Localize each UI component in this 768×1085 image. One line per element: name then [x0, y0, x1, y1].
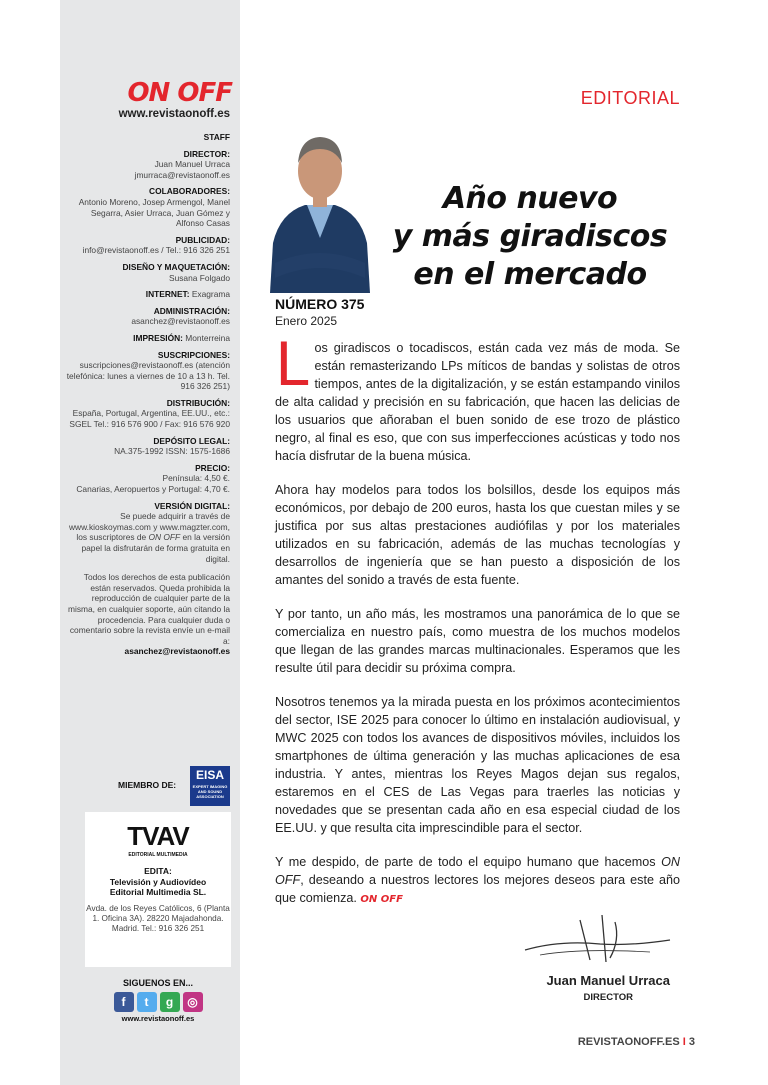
headline-line-1: Año nuevo: [442, 181, 618, 216]
social-icons: [85, 992, 231, 1012]
collaborators-heading: COLABORADORES:: [149, 186, 230, 197]
publisher-heading: EDITA:: [144, 866, 172, 876]
legal-deposit-value: NA.375-1992 ISSN: 1575-1686: [114, 446, 230, 457]
digital-version-heading: VERSIÓN DIGITAL:: [154, 500, 230, 511]
subscriptions-heading: SUSCRIPCIONES:: [157, 349, 230, 360]
eisa-logo: [190, 766, 230, 806]
instagram-icon[interactable]: ◎: [183, 992, 203, 1012]
administration-email[interactable]: asanchez@revistaonoff.es: [131, 316, 230, 327]
eisa-logo-text: EISA: [195, 768, 224, 782]
price-peninsula: Península: 4,50 €.: [162, 473, 230, 484]
onoff-logo: ON OFF: [127, 78, 232, 108]
website-url[interactable]: www.revistaonoff.es: [118, 108, 230, 120]
follow-label: SIGUENOS EN...: [122, 978, 193, 988]
digital-version-text-2: en la versión papel la disfrutarán de forma gratuita en digital.: [81, 532, 230, 564]
paragraph-1: [275, 330, 680, 465]
director-heading: DIRECTOR:: [183, 148, 230, 159]
editorial-headline: [380, 180, 680, 294]
price-heading: PRECIO:: [195, 462, 230, 473]
advertising-heading: PUBLICIDAD:: [175, 234, 230, 245]
internet-heading: INTERNET:: [145, 289, 190, 300]
issue-date: Enero 2025: [275, 314, 338, 328]
headline-line-2: y más giradiscos: [392, 219, 668, 254]
staff-credits: [66, 132, 230, 657]
follow-url[interactable]: www.revistaonoff.es: [121, 1014, 195, 1023]
paragraph-4: Nosotros tenemos ya la mirada puesta en los próximos acontecimientos del sector, ISE 2025 para conocer lo último en instalación audiovisual, y MWC 2025 con todos los avances de dispositivos móviles, incluidos los smartphones de última generación y las muchas aplicaciones de esa industria. Y antes, mientras los Reyes Magos dejan sus regalos, estaremos en el CES de Las Vegas para traerles las noticias y novedades que se presentan cada año en esa especial ciudad de los EE.UU. y que resulta cita imprescindible para el sector.: [275, 695, 680, 835]
legal-deposit-heading: DEPÓSITO LEGAL:: [153, 435, 230, 446]
printing-value: Monterreina: [185, 332, 230, 343]
member-label: MIEMBRO DE:: [118, 780, 177, 790]
publisher-name: [85, 866, 231, 898]
advertising-contact: info@revistaonoff.es / Tel.: 916 326 251: [82, 245, 230, 256]
tvav-logo: TVAV: [127, 821, 189, 851]
administration-heading: ADMINISTRACIÓN:: [153, 305, 230, 316]
page-footer: [560, 1036, 695, 1048]
publisher-address: Avda. de los Reyes Católicos, 6 (Planta 1. Oficina 3A). 28220 Majadahonda. Madrid. Tel.: 916 326 251: [86, 903, 230, 934]
publisher-line-1: Televisión y Audiovídeo: [109, 876, 207, 887]
member-of: [60, 766, 230, 806]
staff-heading: STAFF: [203, 132, 230, 142]
headline-line-3: en el mercado: [413, 257, 647, 292]
digital-version-text-1: Se puede adquirir a través de www.kioskoymas.com y www.magzter.com, los suscriptores de: [68, 511, 230, 543]
director-name: Juan Manuel Urraca: [154, 159, 230, 170]
twitter-icon[interactable]: t: [137, 992, 157, 1012]
distribution-info: España, Portugal, Argentina, EE.UU., etc.: SGEL Tel.: 916 576 900 / Fax: 916 576 920: [69, 408, 230, 430]
paragraph-5-text-a: Y me despido, de parte de todo el equipo humano que hacemos: [275, 855, 656, 869]
subscriptions-info: suscripciones@revistaonoff.es (atención telefónica: lunes a viernes de 10 a 13 h. Tel. 916 326 251): [66, 360, 230, 392]
publisher-box: [85, 812, 231, 967]
signature-name: Juan Manuel Urraca: [546, 973, 670, 988]
printing-heading: IMPRESIÓN:: [133, 332, 183, 343]
tvav-logo-subtitle: EDITORIAL MULTIMEDIA: [128, 852, 188, 858]
paragraph-1-text: os giradiscos o tocadiscos, están cada vez más de moda. Se están remasterizando LPs míticos de bandas y solistas de otros tiempos, antes de la digitalización, y se están estampando vinilos de alta calidad y precisión en su fabricación, que hacen las delicias de los usuarios que añoraban el buen sonido de ese trozo de plástico negro, al final es eso, que con sus imperfecciones acústicas y todo nos hacía disfrutar de la buena música.: [275, 341, 680, 463]
collaborators-list: Antonio Moreno, Josep Armengol, Manel Segarra, Asier Urraca, Juan Gómez y Alfonso Casas: [78, 196, 230, 229]
paragraph-3: Y por tanto, un año más, les mostramos una panorámica de lo que se comercializa en nuestro país, como muestra de los muchos modelos que llegan de las grandes marcas multinacionales. Esperamos que les resulte útil para decidir su próxima compra.: [275, 607, 680, 675]
issue-number: NÚMERO 375: [275, 296, 365, 312]
contact-email[interactable]: asanchez@revistaonoff.es: [124, 646, 230, 657]
signature: [520, 910, 680, 970]
director-email[interactable]: jmurraca@revistaonoff.es: [134, 169, 230, 180]
drop-cap: L: [275, 330, 309, 400]
director-portrait: [265, 113, 375, 293]
design-name: Susana Folgado: [169, 272, 230, 283]
eisa-logo-subtext: EXPERT IMAGING AND SOUND ASSOCIATION: [192, 784, 228, 799]
internet-line: [66, 289, 230, 300]
paragraph-5-brand: ON OFF: [275, 855, 680, 887]
digital-version-info: [66, 511, 230, 564]
paragraph-2: Ahora hay modelos para todos los bolsillos, desde los equipos más económicos, por debajo de 200 euros, hasta los que cuestan miles y se justifica por sus altas prestaciones audiófilas y por los materiales utilizados en su fabricación, además de las muchas tecnologías y desarrollos de ingeniería que se han puesto a disposición de los amantes del sonido a través de esta fuente.: [275, 483, 680, 587]
section-title: EDITORIAL: [580, 88, 680, 108]
rights-notice: Todos los derechos de esta publicación están reservados. Queda prohibida la reproducción de cualquier parte de la misma, en cualquier soporte, aún citando la procedencia. Para cualquier duda o comentario sobre la revista envíe un e-mail a:: [67, 572, 230, 646]
editorial-body: [275, 330, 680, 925]
google-plus-icon[interactable]: g: [160, 992, 180, 1012]
publisher-line-2: Editorial Multimedia SL.: [109, 887, 207, 897]
footer-site[interactable]: REVISTAONOFF.ES: [577, 1036, 680, 1048]
paragraph-5: [275, 853, 680, 909]
signature-role: DIRECTOR: [583, 992, 633, 1003]
internet-value: Exagrama: [191, 289, 230, 300]
digital-version-brand: ON OFF: [148, 532, 181, 543]
distribution-heading: DISTRIBUCIÓN:: [166, 397, 230, 408]
end-mark-logo: ON OFF: [360, 894, 403, 905]
page-number: 3: [688, 1036, 695, 1048]
social-follow: [85, 978, 231, 1023]
price-islands: Canarias, Aeropuertos y Portugal: 4,70 €.: [76, 484, 230, 495]
facebook-icon[interactable]: f: [114, 992, 134, 1012]
paragraph-5-text-b: , deseando a nuestros lectores los mejores deseos para este año que comienza.: [275, 873, 680, 905]
design-heading: DISEÑO Y MAQUETACIÓN:: [122, 261, 230, 272]
printing-line: [66, 333, 230, 344]
footer-separator: I: [682, 1036, 686, 1048]
